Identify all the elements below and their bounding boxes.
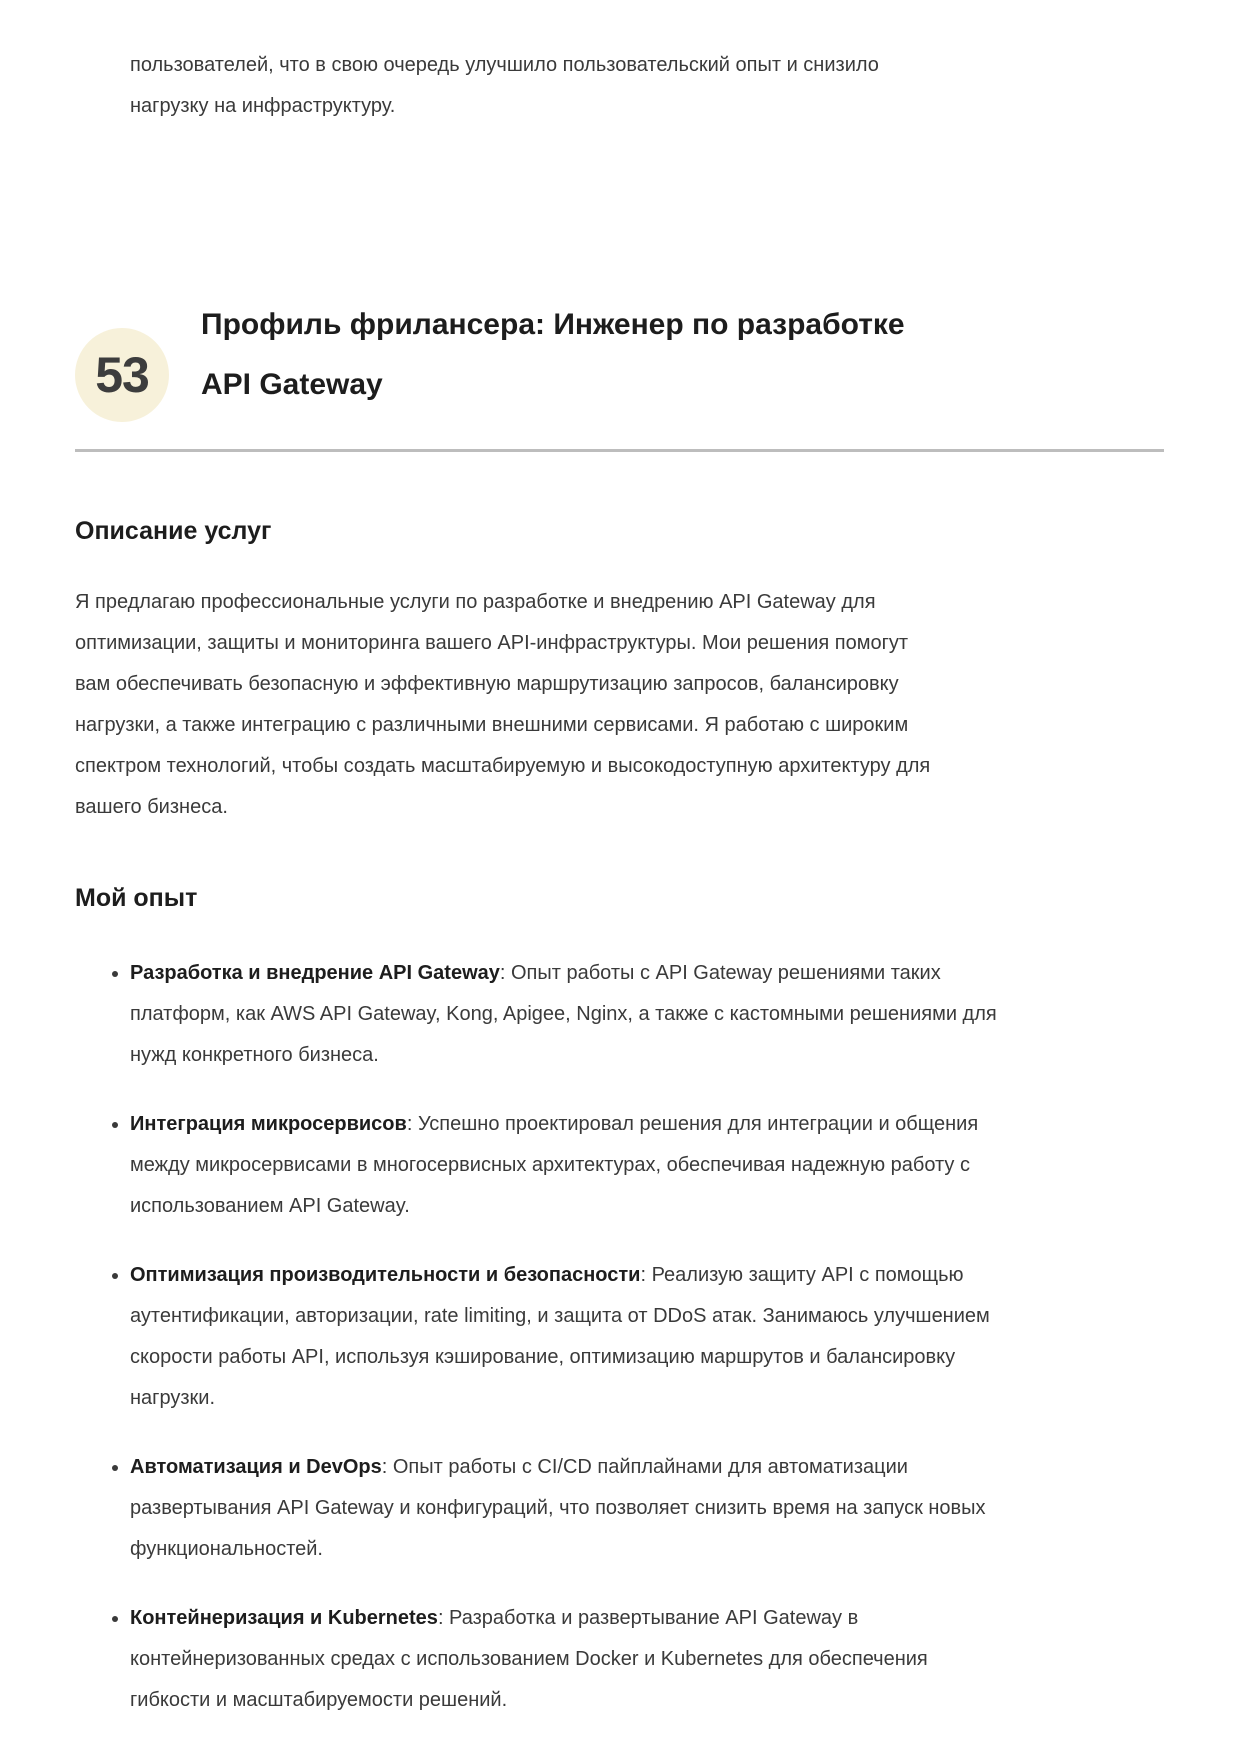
experience-description: : Успешно проектировал решения для интеграции и общения между микросервисами в многосервисных архитектурах, обеспечивая надежную работу с использованием API Gateway.: [130, 1113, 979, 1217]
experience-item-microservices-integration: [130, 1104, 1010, 1227]
experience-term: Разработка и внедрение API Gateway: [130, 962, 500, 984]
experience-term: Контейнеризация и Kubernetes: [130, 1607, 438, 1629]
experience-description: : Реализую защиту API с помощью аутентификации, авторизации, rate limiting, и защита от DDoS атак. Занимаюсь улучшением скорости работы API, используя кэширование, оптимизацию маршрутов и балансировку нагрузки.: [130, 1264, 990, 1409]
experience-list: [75, 953, 1010, 1721]
services-heading: Описание услуг: [75, 517, 272, 545]
previous-section-continuation-text: пользователей, что в свою очередь улучшило пользовательский опыт и снизило нагрузку на инфраструктуру.: [130, 54, 879, 117]
experience-item-automation-devops: [130, 1447, 1010, 1570]
experience-term: Автоматизация и DevOps: [130, 1456, 382, 1478]
experience-term: Оптимизация производительности и безопасности: [130, 1264, 641, 1286]
experience-description: : Опыт работы с API Gateway решениями таких платформ, как AWS API Gateway, Kong, Apigee, Nginx, а также с кастомными решениями для нужд конкретного бизнеса.: [130, 962, 997, 1066]
section-number: 53: [95, 347, 149, 403]
experience-item-api-gateway-development: [130, 953, 1010, 1076]
experience-item-containerization-kubernetes: [130, 1598, 1010, 1721]
experience-heading: Мой опыт: [75, 884, 198, 912]
section-title-line-1: Профиль фрилансера: Инженер по разработке: [201, 308, 905, 341]
experience-item-performance-security: [130, 1255, 1010, 1419]
experience-description: : Опыт работы с CI/CD пайплайнами для автоматизации развертывания API Gateway и конфигураций, что позволяет снизить время на запуск новых функциональностей.: [130, 1456, 986, 1560]
services-description-text: Я предлагаю профессиональные услуги по разработке и внедрению API Gateway для оптимизации, защиты и мониторинга вашего API-инфраструктуры. Мои решения помогут вам обеспечивать безопасную и эффективную маршрутизацию запросов, балансировку нагрузки, а также интеграцию с различными внешними сервисами. Я работаю с широким спектром технологий, чтобы создать масштабируемую и высокодоступную архитектуру для вашего бизнеса.: [75, 591, 931, 818]
section-title: [201, 295, 905, 415]
section-number-badge: [75, 328, 169, 422]
section-header: [75, 295, 1164, 452]
experience-term: Интеграция микросервисов: [130, 1113, 407, 1135]
experience-description: : Разработка и развертывание API Gateway в контейнеризованных средах с использованием Docker и Kubernetes для обеспечения гибкости и масштабируемости решений.: [130, 1607, 928, 1711]
section-title-line-2: API Gateway: [201, 368, 383, 401]
